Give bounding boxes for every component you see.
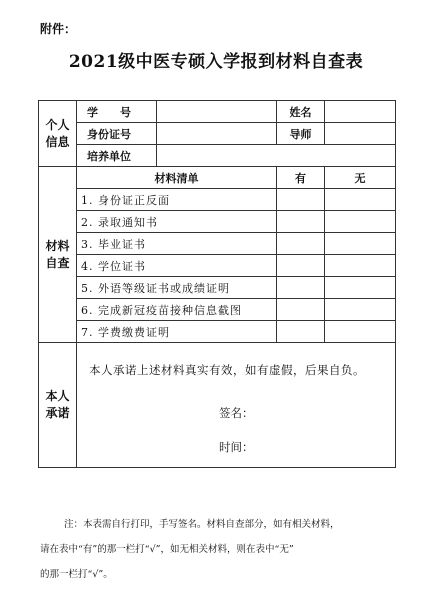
material-row <box>39 211 396 233</box>
material-row <box>39 321 396 343</box>
material-row <box>39 299 396 321</box>
pledge-label-line2: 承诺 <box>45 406 70 420</box>
none-checkbox[interactable] <box>325 321 396 343</box>
pledge-cell <box>77 343 396 468</box>
header-none: 无 <box>325 167 396 189</box>
name-label: 姓名 <box>277 101 325 123</box>
row-student-id <box>39 101 396 123</box>
name-field[interactable] <box>325 101 396 123</box>
footnote-line3: 的那一栏打“√”。 <box>40 569 113 580</box>
material-row <box>39 233 396 255</box>
signature-label[interactable]: 签名： <box>219 406 254 420</box>
row-unit <box>39 145 396 167</box>
material-item: 7. 学费缴费证明 <box>77 321 277 343</box>
none-checkbox[interactable] <box>325 211 396 233</box>
advisor-label: 导师 <box>277 123 325 145</box>
have-checkbox[interactable] <box>277 321 325 343</box>
none-checkbox[interactable] <box>325 299 396 321</box>
self-check-table <box>38 100 396 468</box>
student-id-label: 学 号 <box>77 101 157 123</box>
personal-section-label <box>39 101 77 167</box>
pledge-row <box>39 343 396 468</box>
materials-section-label <box>39 167 77 343</box>
have-checkbox[interactable] <box>277 277 325 299</box>
personal-label-line1: 个人 <box>45 117 70 132</box>
id-card-field[interactable] <box>157 123 277 145</box>
have-checkbox[interactable] <box>277 255 325 277</box>
row-id-card <box>39 123 396 145</box>
footnote-line1: 注：本表需自行打印，手写签名。材料自查部分，如有相关材料， <box>64 519 340 530</box>
material-row <box>39 255 396 277</box>
time-label[interactable]: 时间： <box>219 440 254 454</box>
none-checkbox[interactable] <box>325 189 396 211</box>
none-checkbox[interactable] <box>325 233 396 255</box>
student-id-field[interactable] <box>157 101 277 123</box>
personal-label-line2: 信息 <box>45 134 70 149</box>
material-item: 6. 完成新冠疫苗接种信息截图 <box>77 299 277 321</box>
materials-header-row <box>39 167 396 189</box>
have-checkbox[interactable] <box>277 211 325 233</box>
unit-field[interactable] <box>157 145 396 167</box>
footnote-line2: 请在表中“有”的那一栏打“√”，如无相关材料，则在表中“无” <box>40 544 294 555</box>
have-checkbox[interactable] <box>277 189 325 211</box>
header-material-list: 材料清单 <box>77 167 277 189</box>
materials-label-line2: 自查 <box>45 255 70 270</box>
pledge-statement: 本人承诺上述材料真实有效，如有虚假，后果自负。 <box>89 363 365 377</box>
none-checkbox[interactable] <box>325 277 396 299</box>
unit-label: 培养单位 <box>77 145 157 167</box>
pledge-label-line1: 本人 <box>45 389 70 403</box>
material-row <box>39 189 396 211</box>
header-have: 有 <box>277 167 325 189</box>
material-item: 5. 外语等级证书或成绩证明 <box>77 277 277 299</box>
material-item: 2. 录取通知书 <box>77 211 277 233</box>
pledge-section-label <box>39 343 77 468</box>
material-row <box>39 277 396 299</box>
id-card-label: 身份证号 <box>77 123 157 145</box>
materials-label-line1: 材料 <box>45 238 70 253</box>
footnote <box>40 512 400 587</box>
have-checkbox[interactable] <box>277 233 325 255</box>
advisor-field[interactable] <box>325 123 396 145</box>
have-checkbox[interactable] <box>277 299 325 321</box>
material-item: 3. 毕业证书 <box>77 233 277 255</box>
material-item: 1. 身份证正反面 <box>77 189 277 211</box>
attachment-label: 附件： <box>40 22 77 36</box>
none-checkbox[interactable] <box>325 255 396 277</box>
material-item: 4. 学位证书 <box>77 255 277 277</box>
page-title: 2021级中医专硕入学报到材料自查表 <box>68 52 364 72</box>
